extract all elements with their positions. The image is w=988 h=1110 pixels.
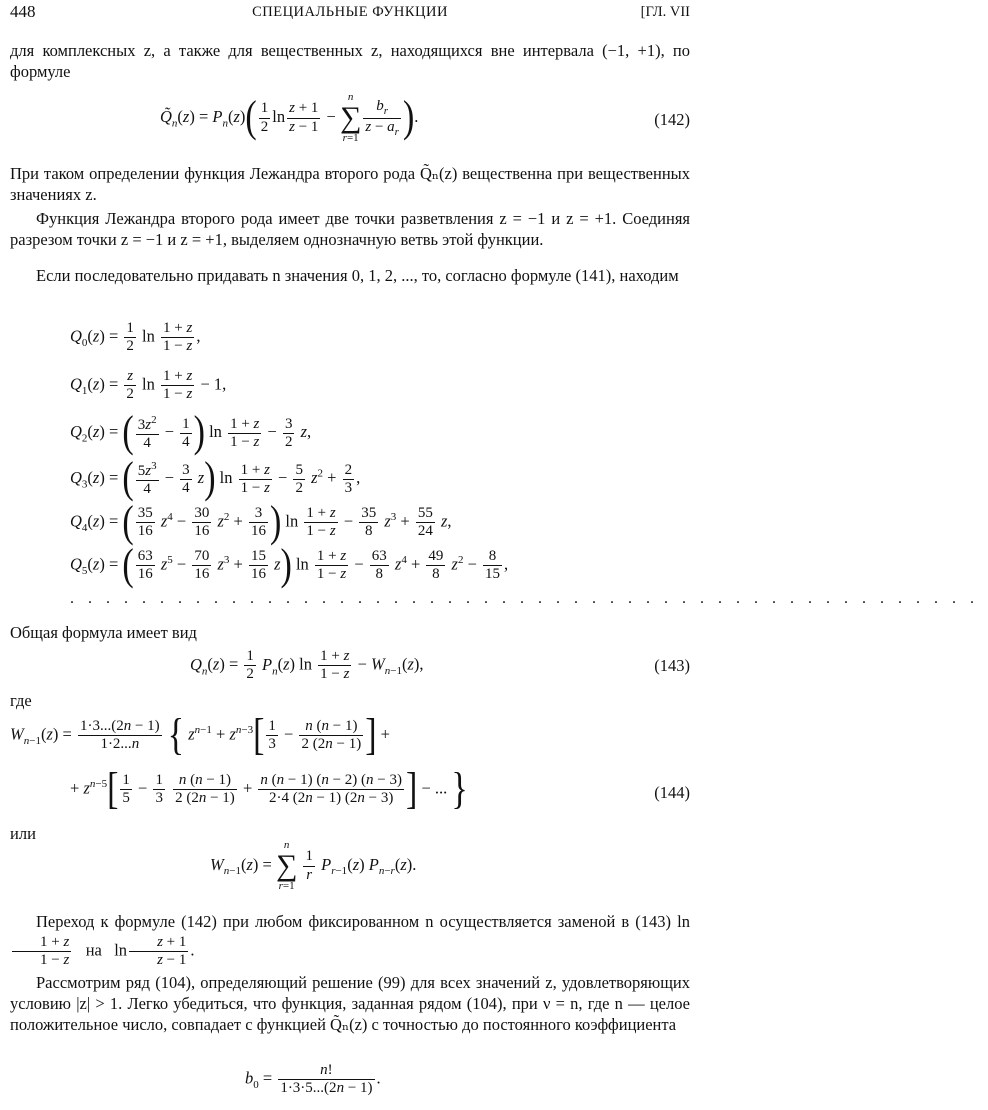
formula-q3: $Q_3(z)$ = ( $\frac{5z^3}{4}$ − $\frac{3}{4}$ z) ln $\frac{1 + z}{1 - z}$ − $\frac{5}{2}$ $z^2$ + $\frac{2}{3}$ , <box>70 454 361 503</box>
equation-number-142: (142) <box>654 110 690 129</box>
paragraph-7: Рассмотрим ряд (104), определяющий решение (99) для всех значений z, удовлетворяющих условию |z| > 1. Легко убедиться, что функция, заданная рядом (104), при ν = n, где n — целое положительное число, совпадает с функцией Q̃ₙ(z) с точностью до постоянного коэффициента <box>10 973 690 1034</box>
formula-q2: $Q_2(z)$ = ( $\frac{3z^2}{4}$ − $\frac{1}{4}$ ) ln $\frac{1 + z}{1 - z}$ − $\frac{3}{2}$ z, <box>70 408 312 457</box>
paragraph-3: Функция Лежандра второго рода имеет две точки разветвления z = −1 и z = +1. Соединяя разрезом точки z = −1 и z = +1, выделяем однозначную ветвь этой функции. <box>10 209 690 249</box>
where-label: где <box>10 691 32 710</box>
chapter-label: [ГЛ. VII <box>640 4 690 20</box>
continuation-dots: ................................................... <box>70 590 988 607</box>
formula-q5: $Q_5(z)$ = ( $\frac{63}{16}$ $z^5$ − $\frac{70}{16}$ $z^3$ + $\frac{15}{16}$ z) ln $\frac{1 + z}{1 - z}$ − $\frac{63}{8}$ $z^4$ + $\frac{49}{8}$ $z^2$ − $\frac{8}{15}$ , <box>70 541 509 590</box>
or-label: или <box>10 824 36 843</box>
formula-q1: $Q_1(z)$ = $\frac{z}{2}$ ln $\frac{1 + z}{1 - z}$ − 1, <box>70 368 227 403</box>
paragraph-5: Общая формула имеет вид <box>10 623 197 642</box>
running-title: СПЕЦИАЛЬНЫЕ ФУНКЦИИ <box>252 4 448 20</box>
formula-q0: $Q_0(z)$ = $\frac{1}{2}$ ln $\frac{1 + z}{1 - z}$ , <box>70 320 201 355</box>
paragraph-2: При таком определении функция Лежандра второго рода Q̃ₙ(z) вещественна при вещественных значениях z. <box>10 164 690 204</box>
formula-144-line-1: $W_{n-1}(z)$ = $\frac{1\cdot 3...(2n - 1)}{1\cdot 2...n}$ { $z^{n-1} + z^{n-3}$[ $\frac{1}{3}$ − $\frac{n (n - 1)}{2 (2n - 1)}$ ] + <box>10 711 390 760</box>
equation-number-144: (144) <box>654 783 690 802</box>
formula-144-line-2: + $z^{n-5}$[ $\frac{1}{5}$ − $\frac{1}{3}$ $\frac{n (n - 1)}{2 (2n - 1)}$ + $\frac{n (n - 1) (n - 2) (n - 3)}{2\cdot 4 (2n - 1) (2n - 3)}$ ] − ... } <box>70 765 468 814</box>
page-number: 448 <box>10 2 36 21</box>
formula-143: $Q_n(z)$ = $\frac{1}{2}$ $P_n(z)$ ln $\frac{1 + z}{1 - z}$ − $W_{n-1}(z)$, <box>190 648 424 683</box>
formula-w-sum: $W_{n-1}(z) = n$ ∑ r=1 $\frac{1}{r}$ $P_{r-1}(z)$ $P_{n-r}(z)$. <box>210 839 417 892</box>
page-header <box>10 2 690 26</box>
formula-b0: $b_0$ = $\frac{n!}{1\cdot 3\cdot 5...(2n - 1)}$ . <box>245 1062 381 1097</box>
paragraph-6: Переход к формуле (142) при любом фиксированном n осуществляется заменой в (143) ln $\frac{1 + z}{1 - z}$ на ln $\frac{z + 1}{z - 1}$ . <box>10 910 690 970</box>
paragraph-1: для комплексных z, а также для вещественных z, находящихся вне интервала (−1, +1), по формуле <box>10 41 690 81</box>
formula-q4: $Q_4(z)$ = ( $\frac{35}{16}$ $z^4$ − $\frac{30}{16}$ $z^2$ + $\frac{3}{16}$ ) ln $\frac{1 + z}{1 - z}$ − $\frac{35}{8}$ $z^3$ + $\frac{55}{24}$ z, <box>70 498 452 547</box>
paragraph-4: Если последовательно придавать n значения 0, 1, 2, ..., то, согласно формуле (141), находим <box>36 266 679 285</box>
equation-number-143: (143) <box>654 656 690 675</box>
formula-142: $Q̃_n(z) = P_n(z)$( $\frac{1}{2}$ ln $\frac{z + 1}{z - 1}$ − n ∑ r=1 $\frac{b_r}{z - a_r}$ ). <box>160 91 419 144</box>
